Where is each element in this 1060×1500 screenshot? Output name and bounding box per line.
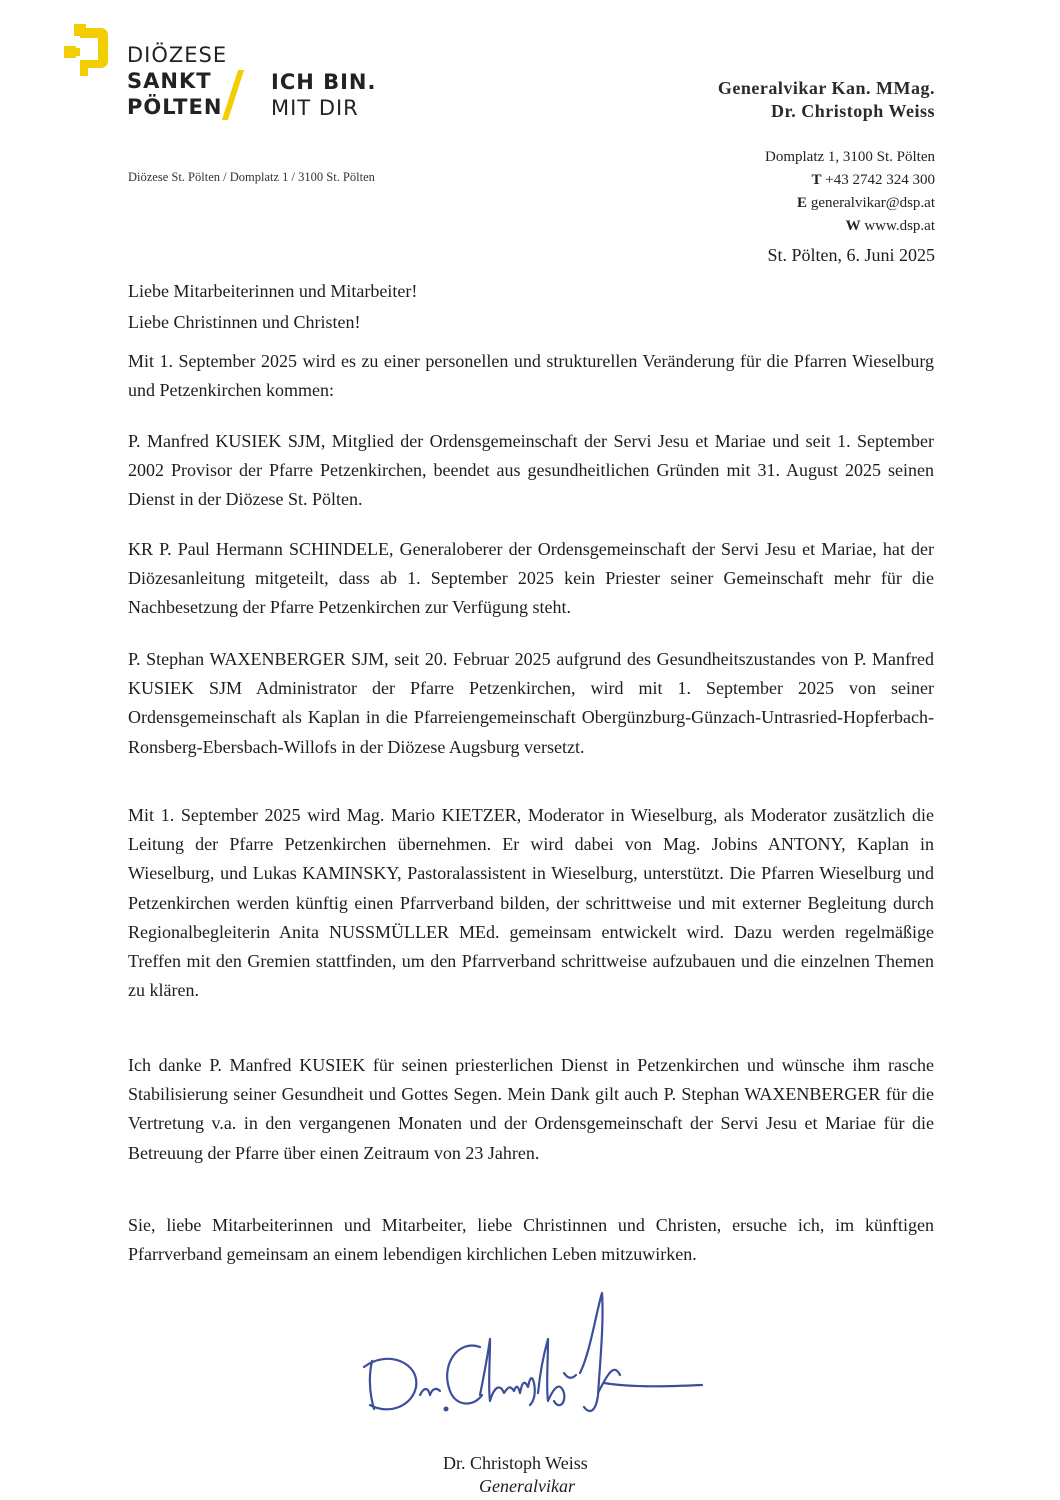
sender-name: Dr. Christoph Weiss	[770, 101, 935, 121]
phone-label: T	[811, 172, 822, 188]
paragraph-4: P. Stephan WAXENBERGER SJM, seit 20. Februar 2025 aufgrund des Gesundheitszustandes von P. Manfred KUSIEK SJM Administrator der Pfarre Petzenkirchen, wird mit 1. September 2025 von seiner Ordensgemeinschaft als Kaplan in die Pfarreiengemeinschaft Obergünzburg-Günzach-Untrasried-Hopferbach-Ronsberg-Ebersbach-Willofs in der Diözese Augsburg versetzt.	[128, 649, 934, 757]
signature-title: Generalvikar	[479, 1476, 575, 1496]
paragraph-6: Ich danke P. Manfred KUSIEK für seinen priesterlichen Dienst in Petzenkirchen und wünsche ihm rasche Stabilisierung seiner Gesundheit und Gottes Segen. Mein Dank gilt auch P. Stephan WAXENBERGER für die Vertretung v.a. in den vergangenen Monaten und der Ordensgemeinschaft der Servi Jesu et Mariae für die Betreuung der Pfarre über einen Zeitraum von 23 Jahren.	[128, 1055, 934, 1163]
paragraph-3: KR P. Paul Hermann SCHINDELE, Generaloberer der Ordensgemeinschaft der Servi Jesu et Mariae, hat der Diözesanleitung mitgeteilt, dass ab 1. September 2025 kein Priester seiner Gemeinschaft mehr für die Nachbesetzung der Pfarre Petzenkirchen zur Verfügung steht.	[128, 539, 934, 618]
email-label: E	[797, 195, 808, 211]
return-address: Diözese St. Pölten / Domplatz 1 / 3100 St. Pölten	[128, 170, 375, 184]
paragraph-7: Sie, liebe Mitarbeiterinnen und Mitarbeiter, liebe Christinnen und Christen, ersuche ich, im künftigen Pfarrverband gemeinsam an einem lebendigen kirchlichen Leben mitzuwirken.	[128, 1215, 934, 1265]
signature-name: Dr. Christoph Weiss	[443, 1453, 588, 1473]
logo-text-poelten: PÖLTEN	[127, 95, 223, 119]
slogan-line2: MIT DIR	[271, 96, 359, 120]
contact-web	[846, 215, 935, 238]
sender-title: Generalvikar Kan. MMag.	[717, 78, 935, 98]
contact-address: Domplatz 1, 3100 St. Pölten	[765, 149, 935, 165]
contact-phone	[812, 169, 935, 192]
email-value: generalvikar@dsp.at	[810, 195, 935, 211]
logo-text-dioezese: DIÖZESE	[127, 43, 228, 67]
paragraph-1: Mit 1. September 2025 wird es zu einer personellen und strukturellen Veränderung für die Pfarren Wieselburg und Petzenkirchen kommen:	[128, 351, 934, 401]
slogan-line1: ICH BIN.	[271, 70, 377, 94]
greeting	[128, 276, 417, 338]
phone-value: +43 2742 324 300	[825, 172, 935, 188]
greeting-line2: Liebe Christinnen und Christen!	[128, 312, 361, 332]
web-label: W	[845, 218, 861, 234]
paragraph-5: Mit 1. September 2025 wird Mag. Mario KIETZER, Moderator in Wieselburg, als Moderator zusätzlich die Leitung der Pfarre Petzenkirchen übernehmen. Er wird dabei von Mag. Jobins ANTONY, Kaplan in Wieselburg, und Lukas KAMINSKY, Pastoralassistent in Wieselburg, unterstützt. Die Pfarren Wieselburg und Petzenkirchen werden künftig einen Pfarrverband bilden, der schrittweise und mit externer Begleitung durch Regionalbegleiterin Anita NUSSMÜLLER MEd. gemeinsam entwickelt wird. Dazu werden regelmäßige Treffen mit den Gremien stattfinden, um den Pfarrverband schrittweise aufzubauen und die einzelnen Themen zu klären.	[128, 805, 934, 1001]
logo-text-sankt: SANKT	[127, 69, 212, 93]
web-value: www.dsp.at	[864, 218, 935, 234]
letter-date: St. Pölten, 6. Juni 2025	[767, 245, 935, 265]
paragraph-2: P. Manfred KUSIEK SJM, Mitglied der Ordensgemeinschaft der Servi Jesu et Mariae und seit 1. September 2002 Provisor der Pfarre Petzenkirchen, beendet aus gesundheitlichen Gründen mit 31. August 2025 seinen Dienst in der Diözese St. Pölten.	[128, 431, 934, 510]
logo-divider	[222, 70, 244, 120]
contact-email	[797, 192, 935, 215]
diocese-logo-icon	[64, 24, 110, 76]
handwritten-signature	[358, 1283, 708, 1443]
greeting-line1: Liebe Mitarbeiterinnen und Mitarbeiter!	[128, 281, 418, 301]
